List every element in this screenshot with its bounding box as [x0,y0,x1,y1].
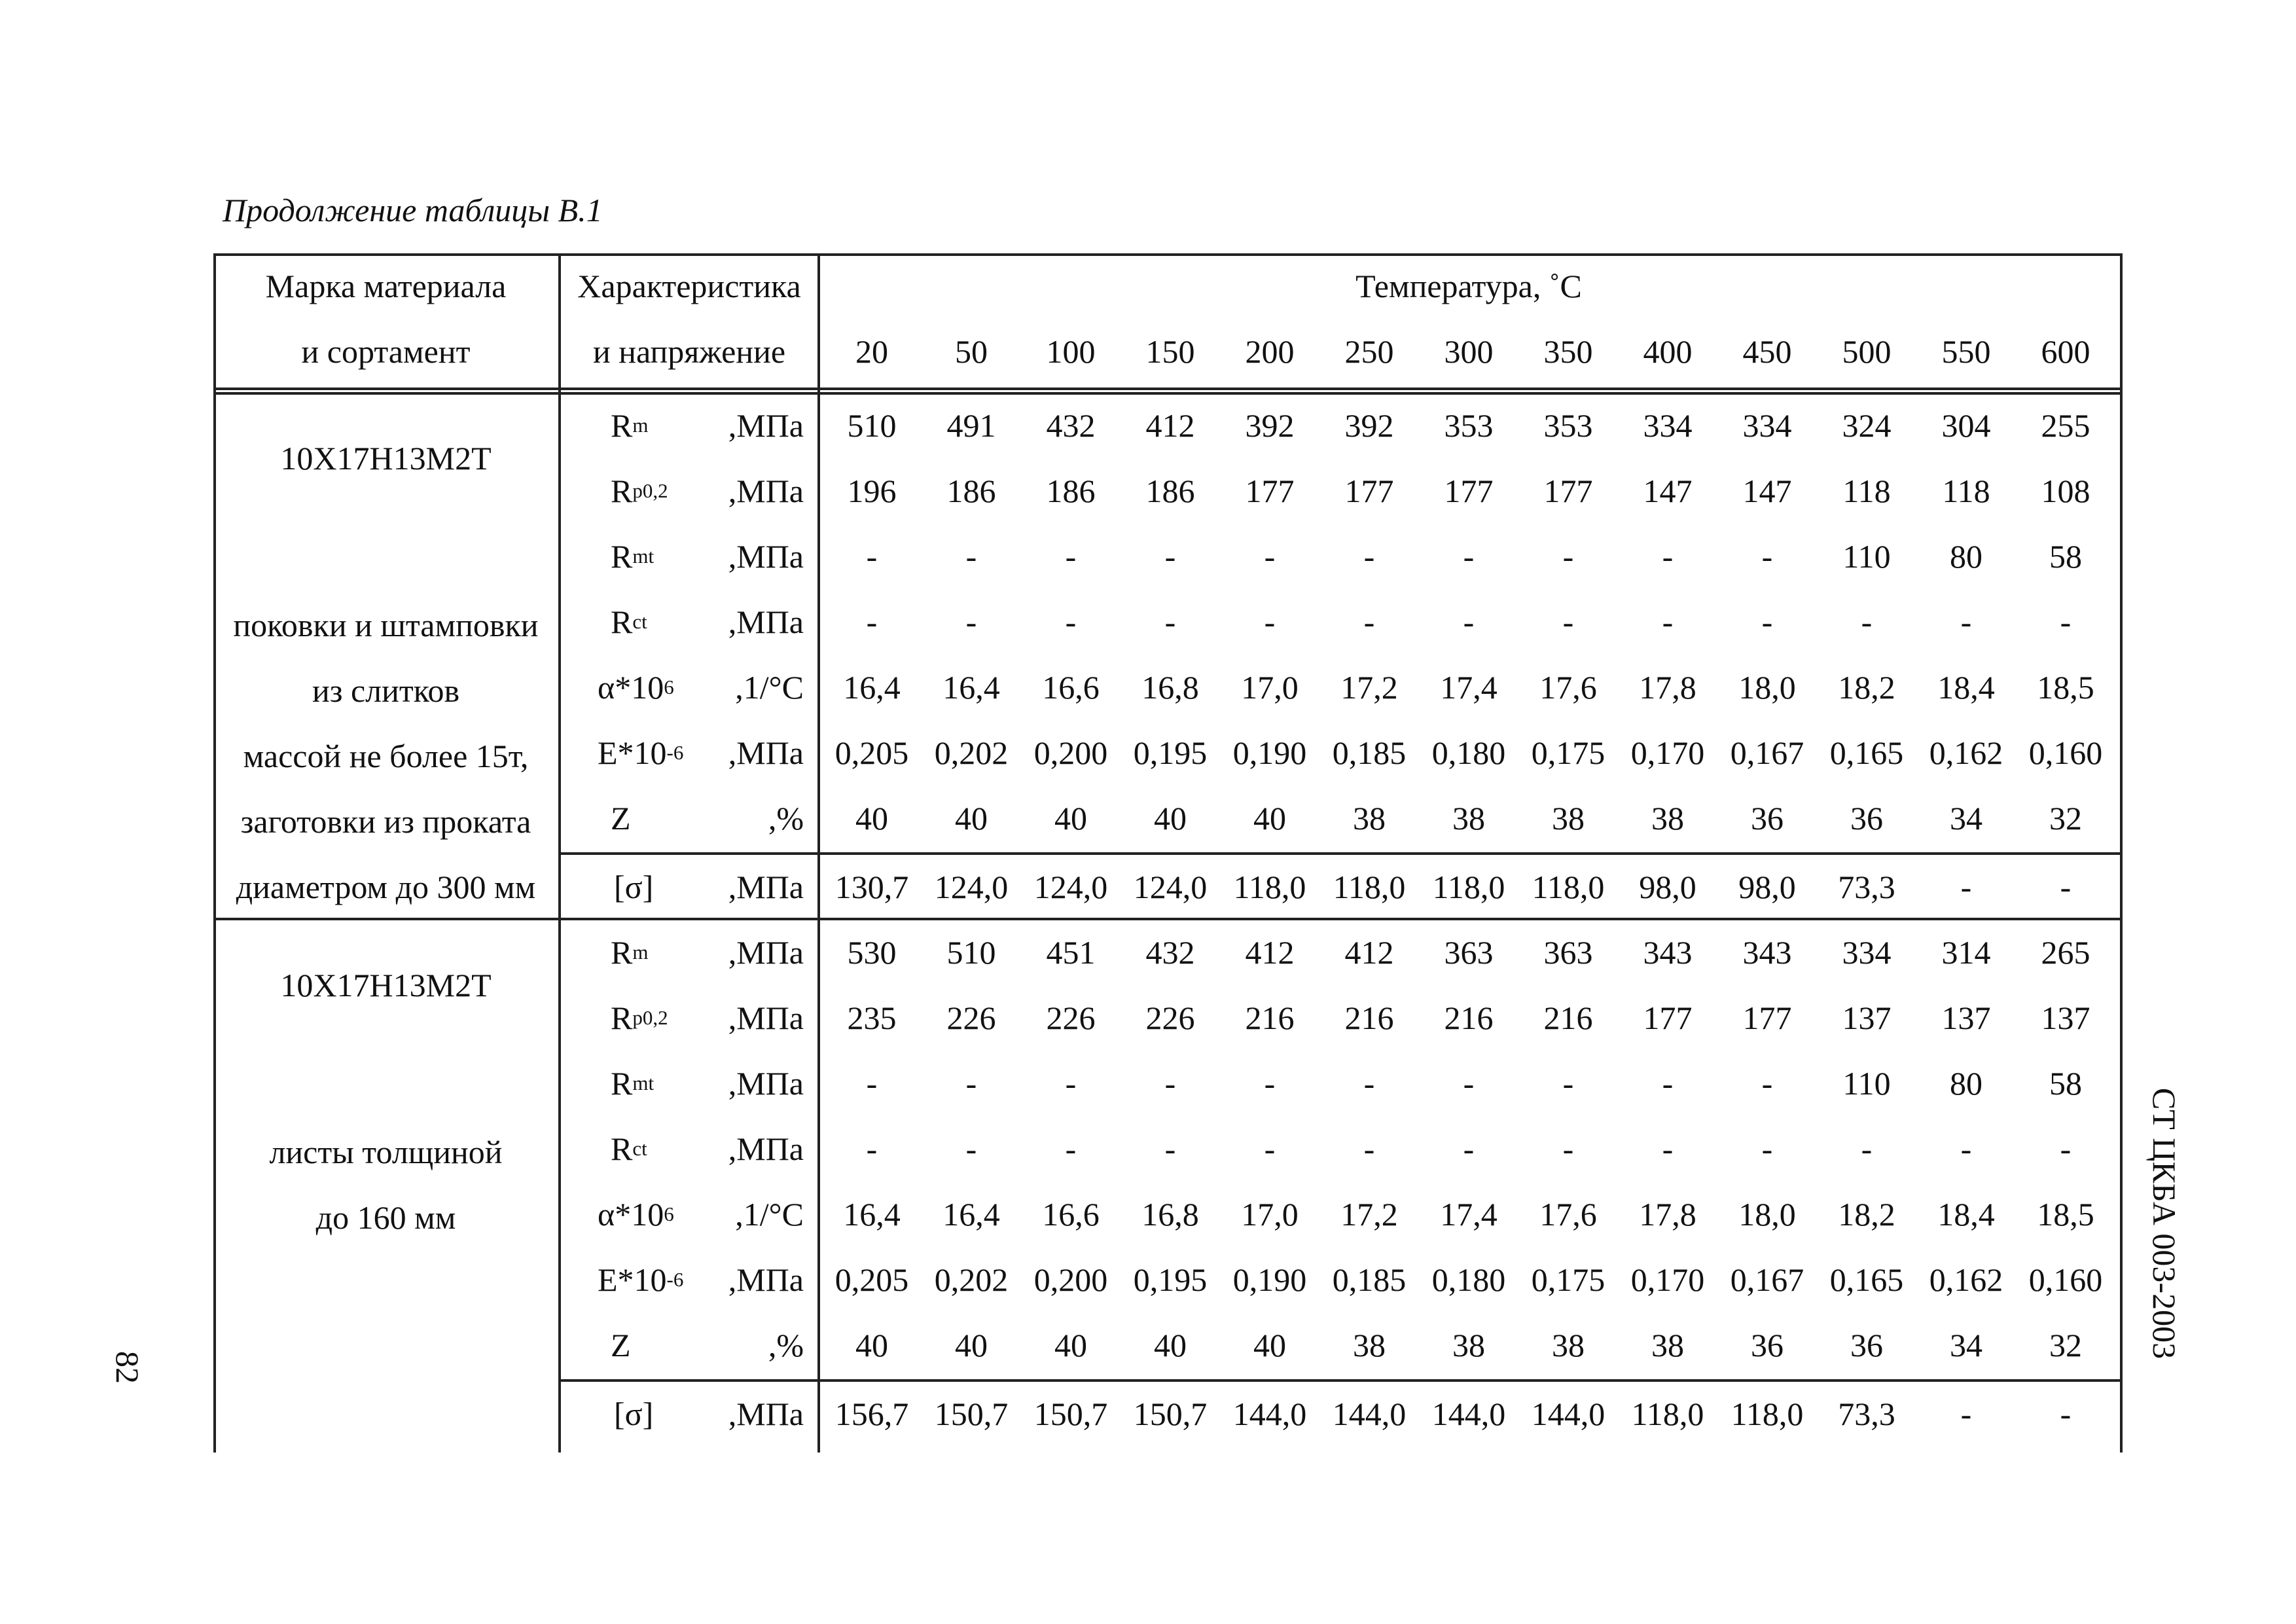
value-cell: 334 [1742,407,1792,444]
value-cell: - [1562,538,1574,575]
value-cell: 34 [1950,800,1982,837]
value-cell: 17,4 [1440,669,1498,706]
value-cell: 40 [1253,800,1286,837]
value-cell: 16,4 [942,1196,1000,1233]
value-cell: 314 [1941,934,1991,971]
header-material-line1: Марка материала [265,268,507,304]
value-cell: - [1363,604,1375,640]
header-char-line1: Характеристика [577,268,801,304]
property-symbol-base: R [611,604,633,640]
value-cell: - [1463,538,1475,575]
property-symbol-base: R [611,1000,633,1036]
value-cell: 226 [946,1000,996,1036]
value-cell: 17,4 [1440,1196,1498,1233]
value-cell: 16,6 [1042,1196,1100,1233]
property-symbol: R p0,2 [611,1000,668,1036]
property-unit: ,1/°С [735,1196,804,1233]
value-cell: 196 [847,473,897,509]
value-cell: - [2060,604,2072,640]
value-cell: 510 [847,407,897,444]
allowable-stress-value: - [1960,1396,1972,1432]
value-cell: 38 [1651,1327,1684,1363]
value-cell: 0,167 [1730,1261,1804,1298]
value-cell: - [965,538,977,575]
value-cell: - [866,604,878,640]
property-symbol: α*10 6 [598,669,674,706]
value-cell: 0,160 [2028,1261,2103,1298]
header-temp-250: 250 [1344,333,1394,370]
value-cell: 343 [1643,934,1693,971]
allowable-stress-value: 150,7 [1033,1396,1108,1432]
allowable-stress-value: 144,0 [1232,1396,1307,1432]
allowable-stress-value: 118,0 [1631,1396,1704,1432]
value-cell: 16,4 [942,669,1000,706]
value-cell: - [1960,1130,1972,1167]
h-rule [558,1379,2123,1382]
property-unit: ,МПа [728,538,804,575]
value-cell: - [1065,1065,1077,1102]
value-cell: 17,0 [1241,1196,1299,1233]
value-cell: 137 [2041,1000,2090,1036]
value-cell: 36 [1751,800,1784,837]
property-symbol: R ct [611,604,647,640]
value-cell: - [866,1130,878,1167]
property-symbol: R m [611,407,649,444]
value-cell: - [1264,538,1276,575]
value-cell: 186 [946,473,996,509]
property-symbol-base: E*10 [598,1261,667,1298]
value-cell: 0,165 [1829,1261,1904,1298]
allowable-stress-value: - [2060,1396,2072,1432]
value-cell: - [1662,538,1674,575]
material-grade: 10Х17Н13М2Т [280,440,492,477]
value-cell: 363 [1543,934,1593,971]
value-cell: 412 [1145,407,1195,444]
property-symbol [558,785,709,851]
value-cell: 0,165 [1829,734,1904,771]
value-cell: 17,8 [1639,669,1696,706]
value-cell: 0,175 [1531,1261,1605,1298]
value-cell: 0,190 [1232,734,1307,771]
h-rule [213,253,2123,256]
value-cell: 255 [2041,407,2090,444]
material-description-line: из слитков [312,672,460,709]
value-cell: - [1463,1065,1475,1102]
value-cell: - [1065,604,1077,640]
value-cell: - [1264,1065,1276,1102]
allowable-stress-value: 118,0 [1233,869,1306,905]
allowable-stress-value: 144,0 [1531,1396,1605,1432]
value-cell: 451 [1046,934,1096,971]
allowable-stress-value: 124,0 [934,869,1009,905]
property-symbol-base: R [611,407,633,444]
v-rule [2120,253,2123,1453]
value-cell: - [866,1065,878,1102]
header-temp-200: 200 [1245,333,1295,370]
value-cell: 40 [855,800,888,837]
property-symbol-base: Z [611,1327,631,1363]
value-cell: 0,202 [934,734,1009,771]
property-symbol-base: R [611,538,633,575]
property-unit: ,МПа [728,604,804,640]
value-cell: 118 [1942,473,1990,509]
property-symbol [558,1312,709,1378]
property-symbol-base: E*10 [598,734,667,771]
table-caption: Продолжение таблицы В.1 [223,192,603,228]
value-cell: 18,0 [1738,1196,1796,1233]
property-symbol: α*10 6 [598,1196,674,1233]
value-cell: 0,200 [1033,1261,1108,1298]
property-unit: ,1/°С [735,669,804,706]
header-temp-500: 500 [1842,333,1892,370]
value-cell: 510 [946,934,996,971]
value-cell: 110 [1842,538,1891,575]
header-temp-20: 20 [855,333,888,370]
v-rule [558,253,561,1453]
value-cell: - [1463,604,1475,640]
property-unit: ,МПа [728,934,804,971]
value-cell: 530 [847,934,897,971]
value-cell: 363 [1444,934,1494,971]
allowable-stress-value: 156,7 [834,1396,909,1432]
allowable-stress-symbol: [σ] [614,1396,654,1432]
property-unit: ,МПа [728,734,804,771]
value-cell: 17,0 [1241,669,1299,706]
allowable-stress-value: 73,3 [1838,1396,1895,1432]
value-cell: - [1164,604,1176,640]
allowable-stress-value: 144,0 [1431,1396,1506,1432]
value-cell: 18,2 [1838,669,1895,706]
property-symbol-base: α*10 [598,1196,664,1233]
value-cell: 36 [1850,800,1883,837]
value-cell: 17,2 [1340,669,1398,706]
value-cell: 216 [1543,1000,1593,1036]
value-cell: 0,195 [1133,734,1208,771]
value-cell: - [1662,1065,1674,1102]
value-cell: 177 [1543,473,1593,509]
value-cell: 17,2 [1340,1196,1398,1233]
value-cell: 36 [1751,1327,1784,1363]
property-unit: ,МПа [728,407,804,444]
allowable-stress-symbol: [σ] [614,869,654,905]
value-cell: 216 [1444,1000,1494,1036]
value-cell: 34 [1950,1327,1982,1363]
value-cell: 17,6 [1539,1196,1597,1233]
value-cell: 18,5 [2037,669,2094,706]
allowable-stress-value: 118,0 [1731,1396,1804,1432]
header-temp-300: 300 [1444,333,1494,370]
value-cell: 18,5 [2037,1196,2094,1233]
material-description-line: до 160 мм [315,1199,456,1236]
allowable-stress-value: - [1960,869,1972,905]
value-cell: 16,6 [1042,669,1100,706]
value-cell: - [1065,1130,1077,1167]
value-cell: - [866,538,878,575]
value-cell: 0,205 [834,734,909,771]
value-cell: 40 [955,800,988,837]
value-cell: 0,205 [834,1261,909,1298]
value-cell: 324 [1842,407,1892,444]
value-cell: 38 [1452,800,1485,837]
material-grade: 10Х17Н13М2Т [280,967,492,1003]
value-cell: - [1065,538,1077,575]
value-cell: - [1662,1130,1674,1167]
allowable-stress-value: 124,0 [1133,869,1208,905]
value-cell: 186 [1046,473,1096,509]
value-cell: 235 [847,1000,897,1036]
value-cell: 0,202 [934,1261,1009,1298]
value-cell: 0,180 [1431,734,1506,771]
allowable-stress-value: 98,0 [1639,869,1696,905]
value-cell: 17,8 [1639,1196,1696,1233]
header-temp-150: 150 [1145,333,1195,370]
value-cell: 18,2 [1838,1196,1895,1233]
value-cell: 304 [1941,407,1991,444]
value-cell: - [1363,1065,1375,1102]
material-properties-table [213,253,2123,1453]
value-cell: - [1363,1130,1375,1167]
value-cell: 177 [1344,473,1394,509]
value-cell: 216 [1344,1000,1394,1036]
value-cell: 108 [2041,473,2090,509]
value-cell: 343 [1742,934,1792,971]
v-rule [213,253,216,1453]
value-cell: 0,160 [2028,734,2103,771]
value-cell: - [1861,604,1873,640]
value-cell: 16,8 [1141,669,1199,706]
value-cell: 118 [1842,473,1891,509]
header-temp-50: 50 [955,333,988,370]
material-description-line: заготовки из проката [240,803,531,840]
property-symbol: R m [611,934,649,971]
value-cell: 0,195 [1133,1261,1208,1298]
value-cell: 177 [1643,1000,1693,1036]
value-cell: 0,185 [1332,1261,1407,1298]
value-cell: - [1562,1065,1574,1102]
value-cell: 18,4 [1937,669,1995,706]
property-unit: ,МПа [728,1065,804,1102]
property-unit: ,% [768,800,804,837]
value-cell: 432 [1145,934,1195,971]
value-cell: - [1164,1130,1176,1167]
value-cell: 186 [1145,473,1195,509]
allowable-stress-unit: ,МПа [728,1396,804,1432]
value-cell: 17,6 [1539,669,1597,706]
value-cell: 412 [1245,934,1295,971]
allowable-stress-value: 118,0 [1333,869,1406,905]
property-unit: ,МПа [728,1261,804,1298]
allowable-stress-value: 144,0 [1332,1396,1407,1432]
value-cell: 334 [1643,407,1693,444]
value-cell: 40 [855,1327,888,1363]
value-cell: 177 [1444,473,1494,509]
value-cell: - [1761,1065,1773,1102]
property-symbol-base: R [611,1130,633,1167]
value-cell: - [1463,1130,1475,1167]
page-number: 82 [109,1351,146,1384]
header-temp-100: 100 [1046,333,1096,370]
value-cell: 0,190 [1232,1261,1307,1298]
v-rule [817,253,820,1453]
allowable-stress-value: - [2060,869,2072,905]
value-cell: 38 [1651,800,1684,837]
value-cell: 491 [946,407,996,444]
property-symbol-base: R [611,1065,633,1102]
property-unit: ,МПа [728,1130,804,1167]
value-cell: 0,175 [1531,734,1605,771]
value-cell: - [1861,1130,1873,1167]
value-cell: 40 [1154,1327,1187,1363]
property-symbol: R mt [611,538,655,575]
header-temp-600: 600 [2041,333,2090,370]
value-cell: 0,185 [1332,734,1407,771]
property-symbol-base: α*10 [598,669,664,706]
value-cell: 38 [1552,800,1585,837]
value-cell: - [1264,1130,1276,1167]
value-cell: - [1562,1130,1574,1167]
property-symbol-base: R [611,473,633,509]
value-cell: 40 [955,1327,988,1363]
value-cell: 110 [1842,1065,1891,1102]
property-symbol: R ct [611,1130,647,1167]
value-cell: 265 [2041,934,2090,971]
header-temp-550: 550 [1941,333,1991,370]
property-unit: ,МПа [728,1000,804,1036]
allowable-stress-value: 150,7 [934,1396,1009,1432]
value-cell: 226 [1046,1000,1096,1036]
allowable-stress-value: 130,7 [834,869,909,905]
allowable-stress-value: 124,0 [1033,869,1108,905]
value-cell: 353 [1444,407,1494,444]
value-cell: - [965,1130,977,1167]
value-cell: 0,162 [1929,1261,2003,1298]
header-temperature-title: Температура, ˚С [1355,268,1582,304]
allowable-stress-value: 150,7 [1133,1396,1208,1432]
value-cell: 432 [1046,407,1096,444]
value-cell: 0,170 [1630,734,1705,771]
allowable-stress-value: 73,3 [1838,869,1895,905]
property-symbol: E*10 -6 [598,1261,684,1298]
header-material-line2: и сортамент [301,333,471,370]
value-cell: - [1363,538,1375,575]
value-cell: - [1960,604,1972,640]
value-cell: - [2060,1130,2072,1167]
value-cell: 18,0 [1738,669,1796,706]
material-description-line: поковки и штамповки [233,607,539,643]
value-cell: 16,4 [843,669,901,706]
value-cell: - [1164,1065,1176,1102]
value-cell: - [1662,604,1674,640]
value-cell: 36 [1850,1327,1883,1363]
header-temp-350: 350 [1543,333,1593,370]
value-cell: 177 [1742,1000,1792,1036]
allowable-stress-value: 98,0 [1738,869,1796,905]
value-cell: 32 [2049,800,2082,837]
value-cell: 80 [1950,538,1982,575]
value-cell: - [1264,604,1276,640]
value-cell: 353 [1543,407,1593,444]
header-temp-450: 450 [1742,333,1792,370]
value-cell: - [1761,1130,1773,1167]
property-symbol: E*10 -6 [598,734,684,771]
allowable-stress-value: 118,0 [1532,869,1605,905]
value-cell: 216 [1245,1000,1295,1036]
value-cell: 40 [1054,1327,1087,1363]
value-cell: 392 [1344,407,1394,444]
value-cell: 16,8 [1141,1196,1199,1233]
property-unit: ,% [768,1327,804,1363]
value-cell: 32 [2049,1327,2082,1363]
header-char-line2: и напряжение [592,333,786,370]
value-cell: 177 [1245,473,1295,509]
value-cell: 226 [1145,1000,1195,1036]
value-cell: - [1562,604,1574,640]
value-cell: 412 [1344,934,1394,971]
value-cell: 0,200 [1033,734,1108,771]
value-cell: 0,180 [1431,1261,1506,1298]
value-cell: 38 [1353,1327,1386,1363]
value-cell: 147 [1742,473,1792,509]
value-cell: 38 [1552,1327,1585,1363]
value-cell: 38 [1452,1327,1485,1363]
property-unit: ,МПа [728,473,804,509]
value-cell: 0,170 [1630,1261,1705,1298]
value-cell: 147 [1643,473,1693,509]
value-cell: - [965,604,977,640]
value-cell: 58 [2049,1065,2082,1102]
value-cell: 40 [1253,1327,1286,1363]
value-cell: 16,4 [843,1196,901,1233]
value-cell: 137 [1842,1000,1892,1036]
header-temp-400: 400 [1643,333,1693,370]
document-code: СТ ЦКБА 003-2003 [2146,1087,2183,1360]
value-cell: 0,167 [1730,734,1804,771]
value-cell: 58 [2049,538,2082,575]
h-rule [558,852,2123,855]
material-description-line: диаметром до 300 мм [236,869,536,905]
allowable-stress-value: 118,0 [1432,869,1505,905]
value-cell: 334 [1842,934,1892,971]
h-rule [213,388,2123,390]
allowable-stress-unit: ,МПа [728,869,804,905]
value-cell: 80 [1950,1065,1982,1102]
value-cell: 40 [1054,800,1087,837]
value-cell: - [965,1065,977,1102]
value-cell: 18,4 [1937,1196,1995,1233]
value-cell: 40 [1154,800,1187,837]
property-symbol-base: Z [611,800,631,837]
property-symbol: R mt [611,1065,655,1102]
value-cell: - [1761,538,1773,575]
value-cell: 392 [1245,407,1295,444]
value-cell: 137 [1941,1000,1991,1036]
value-cell: 38 [1353,800,1386,837]
property-symbol-base: R [611,934,633,971]
property-symbol: R p0,2 [611,473,668,509]
value-cell: - [1164,538,1176,575]
material-description-line: листы толщиной [269,1134,503,1170]
value-cell: 0,162 [1929,734,2003,771]
value-cell: - [1761,604,1773,640]
material-description-line: массой не более 15т, [243,738,529,774]
